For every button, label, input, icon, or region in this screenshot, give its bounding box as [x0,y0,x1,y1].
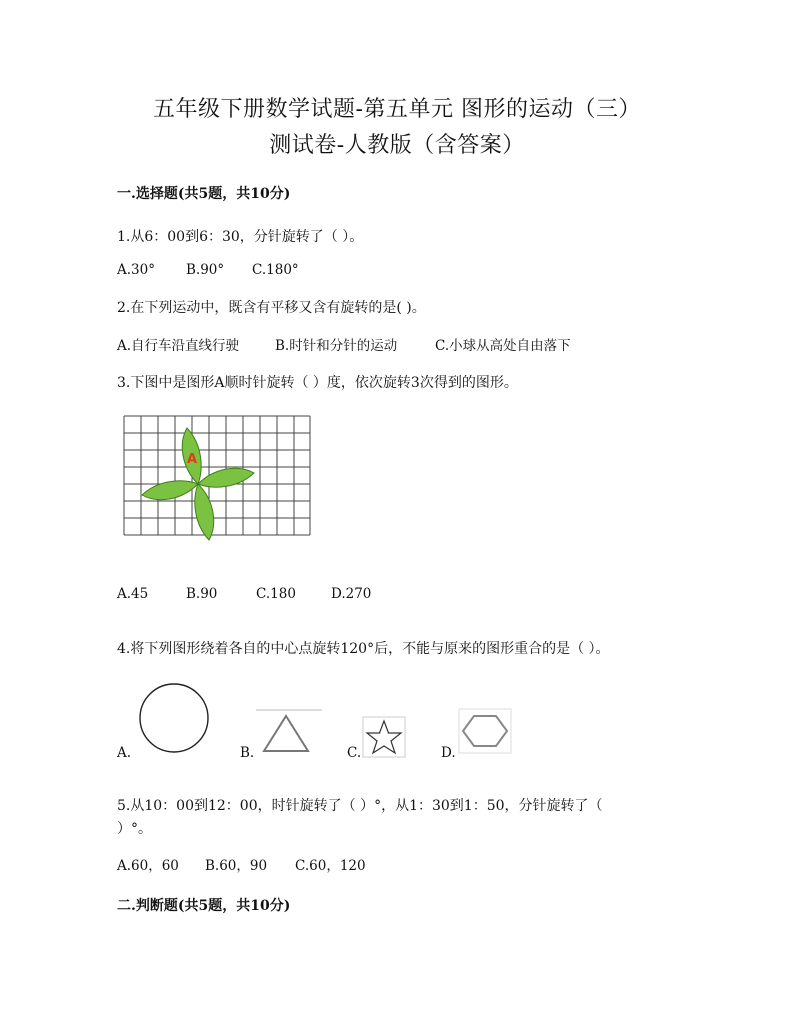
question-1-option-c: C.180° [252,262,299,278]
question-5-option-b: B.60，90 [205,858,268,874]
triangle-icon [254,706,324,758]
question-3-option-b: B.90 [186,586,218,602]
question-1-option-b: B.90° [186,262,225,278]
figure-label-a: A [187,452,198,467]
question-4-option-c: C. [347,745,362,761]
hexagon-icon [458,708,512,754]
question-2-text: 2.在下列运动中，既含有平移又含有旋转的是( )。 [117,300,426,316]
question-5-option-c: C.60，120 [295,858,366,874]
question-3-option-d: D.270 [331,586,372,602]
question-5-text-line-2: ）°。 [117,821,152,837]
section-heading-judgement: 二.判断题(共5题，共10分) [117,898,291,914]
question-3-text: 3.下图中是图形A顺时针旋转（ ）度，依次旋转3次得到的图形。 [117,375,518,391]
question-2-option-c: C.小球从高处自由落下 [435,338,571,354]
question-4-option-b: B. [240,745,255,761]
document-title-line-2: 测试卷-人教版（含答案） [269,133,525,158]
star-icon [362,716,406,758]
question-2-option-b: B.时针和分针的运动 [275,338,398,354]
question-4-text: 4.将下列图形绕着各自的中心点旋转120°后，不能与原来的图形重合的是（ ）。 [117,641,610,657]
question-2-option-a: A.自行车沿直线行驶 [117,338,240,354]
document-title-line-1: 五年级下册数学试题-第五单元 图形的运动（三） [153,97,641,122]
question-4-option-a: A. [117,745,132,761]
question-1-text: 1.从6：00到6：30，分针旋转了（ ）。 [117,229,364,245]
question-5-option-a: A.60，60 [117,858,179,874]
question-4-option-d: D. [441,745,456,761]
pinwheel-grid-figure [118,410,318,552]
section-heading-choice: 一.选择题(共5题，共10分) [117,186,291,202]
question-5-text-line-1: 5.从10：00到12：00，时针旋转了（ ）°，从1：30到1：50，分针旋转了（ [117,798,603,814]
circle-icon [136,682,212,754]
question-1-option-a: A.30° [117,262,155,278]
question-3-option-a: A.45 [117,586,149,602]
question-3-option-c: C.180 [256,586,296,602]
